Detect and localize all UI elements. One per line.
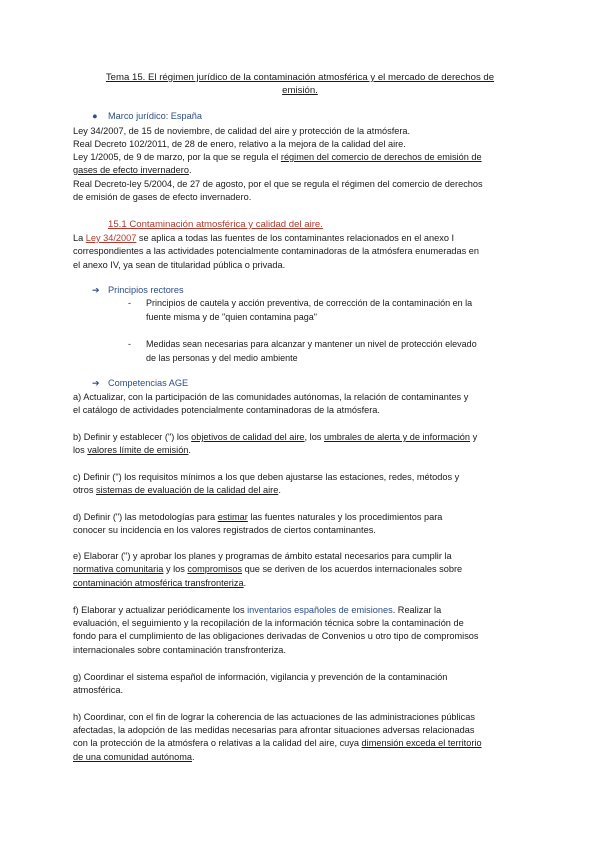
dash-icon: -: [128, 339, 131, 349]
paragraph-d: d) Definir (") las metodologías para estimar las fuentes naturales y los procedimientos para: [73, 512, 443, 522]
paragraph-g: g) Coordinar el sistema español de información, vigilancia y prevención de la contaminación: [73, 672, 448, 682]
arrow-right-icon: ➔: [92, 378, 100, 388]
marco-line: gases de efecto invernadero.: [73, 165, 192, 175]
list-item: Principios de cautela y acción preventiva, de corrección de la contaminación en la: [146, 298, 473, 308]
paragraph-f: evaluación, el seguimiento y la recopilación de la información técnica sobre la contaminación de: [73, 618, 464, 628]
dash-icon: -: [128, 298, 131, 308]
paragraph-e: contaminación atmosférica transfronteriza.: [73, 578, 247, 588]
paragraph-b: b) Definir y establecer (") los objetivos de calidad del aire, los umbrales de alerta y de información y: [73, 432, 478, 442]
principios-heading: Principios rectores: [108, 285, 184, 295]
marco-line: Real Decreto-ley 5/2004, de 27 de agosto, por el que se regula el régimen del comercio de derechos: [73, 179, 483, 189]
bullet-dot-icon: ●: [92, 111, 98, 121]
paragraph-h: h) Coordinar, con el fin de lograr la coherencia de las actuaciones de las administraciones públicas: [73, 712, 475, 722]
section-intro: el anexo IV, ya sean de titularidad pública o privada.: [73, 260, 286, 270]
competencias-heading: Competencias AGE: [108, 378, 189, 388]
marco-line: Ley 1/2005, de 9 de marzo, por la que se regula el régimen del comercio de derechos de emisión de: [73, 152, 482, 162]
paragraph-c: c) Definir (") los requisitos mínimos a los que deben ajustarse las estaciones, redes, métodos y: [73, 472, 460, 482]
paragraph-e: normativa comunitaria y los compromisos que se deriven de los acuerdos internacionales sobre: [73, 564, 463, 574]
paragraph-a: el catálogo de actividades potencialmente contaminadoras de la atmósfera.: [73, 405, 380, 415]
section-intro: La Ley 34/2007 se aplica a todas las fuentes de los contaminantes relacionados en el anexo I: [73, 233, 455, 243]
section-heading: 15.1 Contaminación atmosférica y calidad del aire.: [108, 219, 323, 230]
paragraph-f: fondo para el cumplimiento de las obligaciones derivadas de Convenios u otro tipo de compromisos: [73, 631, 479, 641]
section-intro: correspondientes a las actividades potencialmente contaminadoras de la atmósfera enumeradas en: [73, 246, 480, 256]
paragraph-b: los valores límite de emisión.: [73, 445, 191, 455]
paragraph-h: con la protección de la atmósfera o relativas a la calidad del aire, cuya dimensión exceda el territorio: [73, 738, 482, 748]
paragraph-h: de una comunidad autónoma.: [73, 752, 195, 762]
list-item: Medidas sean necesarias para alcanzar y mantener un nivel de protección elevado: [146, 339, 477, 349]
marco-line: Ley 34/2007, de 15 de noviembre, de calidad del aire y protección de la atmósfera.: [73, 126, 411, 136]
paragraph-h: afectadas, la adopción de las medidas necesarias para afrontar situaciones adversas relacionadas: [73, 725, 475, 735]
arrow-right-icon: ➔: [92, 285, 100, 295]
paragraph-g: atmosférica.: [73, 685, 124, 695]
list-item: de las personas y del medio ambiente: [146, 353, 298, 363]
paragraph-f: f) Elaborar y actualizar periódicamente los inventarios españoles de emisiones. Realizar la: [73, 605, 442, 615]
list-item: fuente misma y de "quien contamina paga": [146, 312, 317, 322]
paragraph-a: a) Actualizar, con la participación de las comunidades autónomas, la relación de contaminantes y: [73, 392, 469, 402]
ley-link[interactable]: Ley 34/2007: [85, 233, 137, 243]
page-title: Tema 15. El régimen jurídico de la contaminación atmosférica y el mercado de derechos de emisión.: [105, 72, 495, 96]
marco-line: Real Decreto 102/2011, de 28 de enero, relativo a la mejora de la calidad del aire.: [73, 139, 406, 149]
paragraph-e: e) Elaborar (") y aprobar los planes y programas de ámbito estatal necesarios para cumplir la: [73, 551, 452, 561]
marco-heading: Marco jurídico: España: [108, 111, 202, 121]
paragraph-c: otros sistemas de evaluación de la calidad del aire.: [73, 485, 281, 495]
paragraph-f: internacionales sobre contaminación transfronteriza.: [73, 645, 286, 655]
marco-line: de emisión de gases de efecto invernadero.: [73, 192, 252, 202]
paragraph-d: conocer su incidencia en los valores registrados de ciertos contaminantes.: [73, 525, 376, 535]
